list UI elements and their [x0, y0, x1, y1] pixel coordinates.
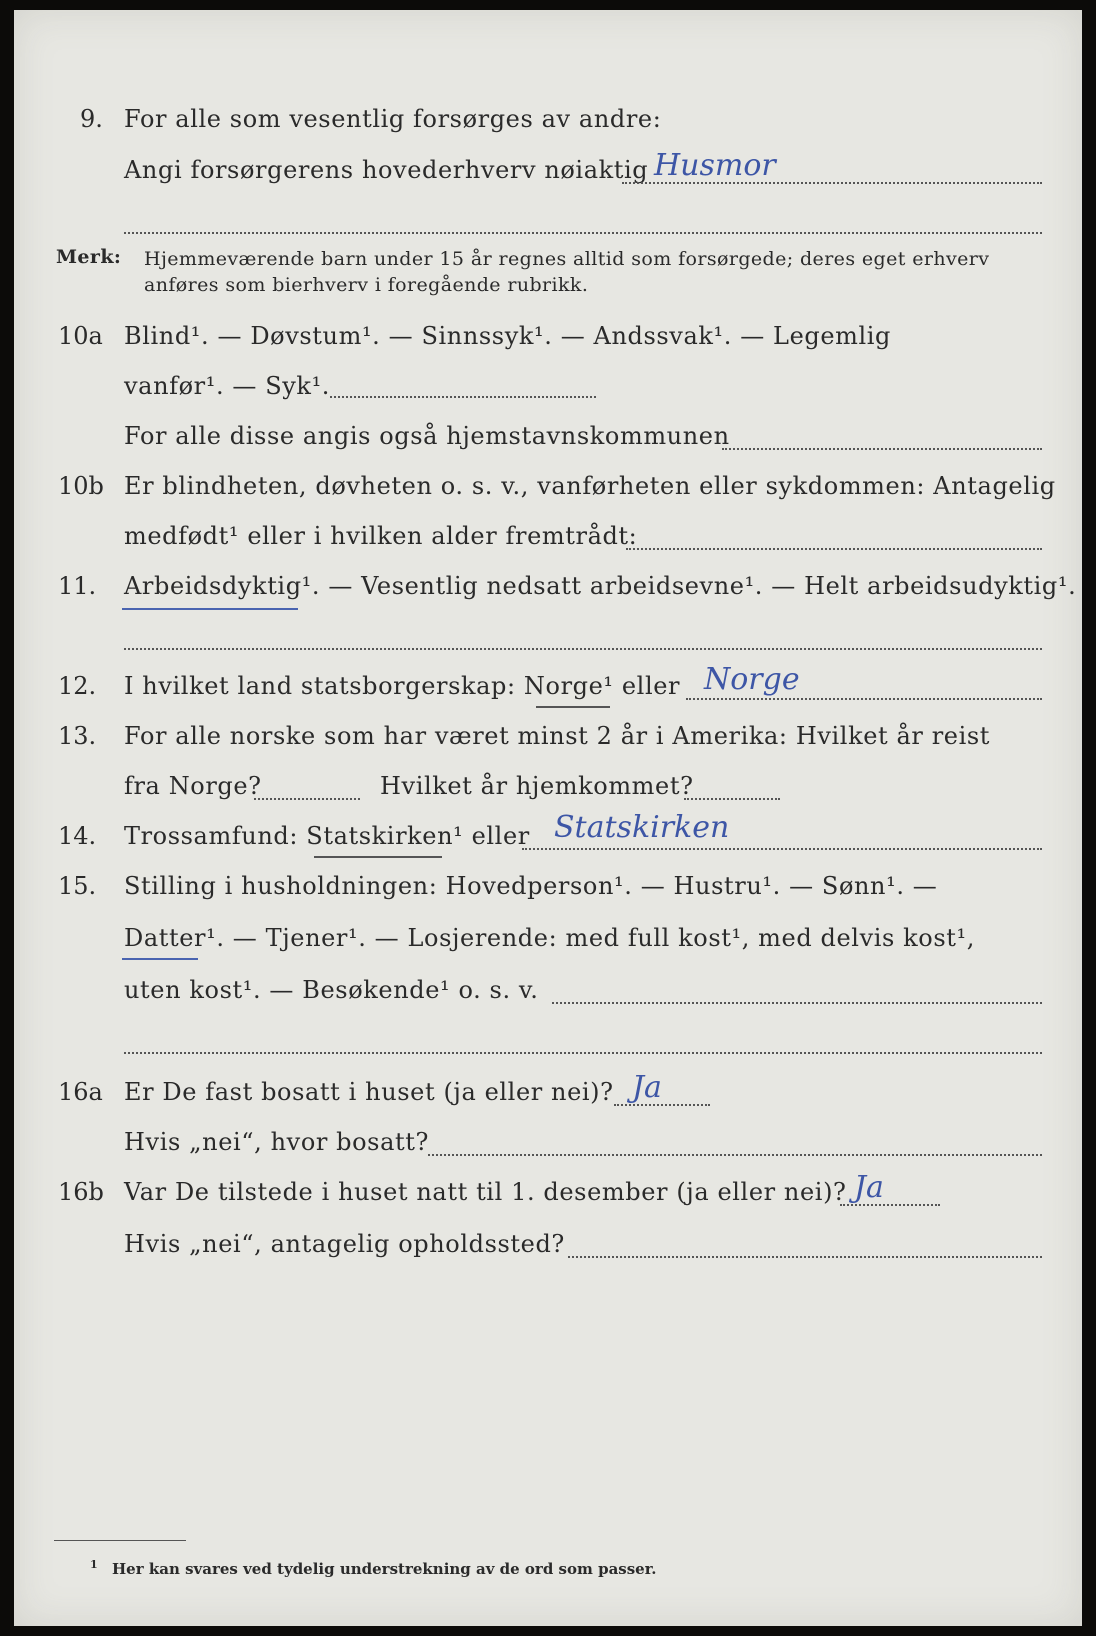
q16b-line1: Var De tilstede i huset natt til 1. desember (ja eller nei)?: [124, 1178, 847, 1206]
merk-line2: anføres som bierhverv i foregående rubrikk.: [144, 274, 589, 296]
q13-line2a: fra Norge?: [124, 772, 262, 800]
q10a-answer-line: [330, 396, 596, 398]
q16b-line2: Hvis „nei“, antagelig opholdssted?: [124, 1230, 565, 1258]
q16a-number: 16a: [58, 1078, 103, 1106]
q11-extra-line: [124, 648, 1042, 650]
q14-answer-line: [522, 848, 1042, 850]
q10b-line2: medfødt¹ eller i hvilken alder fremtrådt:: [124, 522, 638, 550]
q16a-line1: Er De fast bosatt i huset (ja eller nei)?: [124, 1078, 614, 1106]
q12-number: 12.: [58, 672, 97, 700]
q15-line3: uten kost¹. — Besøkende¹ o. s. v.: [124, 976, 539, 1004]
q9-number: 9.: [80, 105, 103, 133]
q15-extra-line: [124, 1052, 1042, 1054]
q9-line1: For alle som vesentlig forsørges av andre:: [124, 105, 662, 133]
footnote-text: Her kan svares ved tydelig understrekning av de ord som passer.: [112, 1560, 657, 1578]
q16a-location-line: [428, 1154, 1042, 1156]
q10b-answer-line: [626, 548, 1042, 550]
q10a-municipality-line: [722, 448, 1042, 450]
q11-number: 11.: [58, 572, 97, 600]
q12-answer-line: [686, 698, 1042, 700]
q14-underline-mark: [314, 856, 442, 858]
q15-number: 15.: [58, 872, 97, 900]
footnote-mark: 1: [90, 1558, 98, 1571]
q14-line1: Trossamfund: Statskirken¹ eller: [124, 822, 530, 850]
footnote-rule: [54, 1540, 186, 1541]
q15-line1: Stilling i husholdningen: Hovedperson¹. — Hustru¹. — Sønn¹. —: [124, 872, 938, 900]
q13-return-line: [684, 798, 780, 800]
q9-answer-handwriting: Husmor: [654, 148, 776, 183]
q9-line2: Angi forsørgerens hovederhverv nøiaktig: [124, 156, 649, 184]
q15-line2: Datter¹. — Tjener¹. — Losjerende: med full kost¹, med delvis kost¹,: [124, 924, 975, 952]
q10a-number: 10a: [58, 322, 103, 350]
q16b-number: 16b: [58, 1178, 104, 1206]
q14-answer-handwriting: Statskirken: [554, 810, 730, 845]
q10a-line2: vanfør¹. — Syk¹.: [124, 372, 331, 400]
q10a-line1: Blind¹. — Døvstum¹. — Sinnssyk¹. — Andssvak¹. — Legemlig: [124, 322, 892, 350]
q16a-answer-line: [614, 1104, 710, 1106]
q13-departure-line: [254, 798, 360, 800]
merk-line1: Hjemmeværende barn under 15 år regnes alltid som forsørgede; deres eget erhverv: [144, 248, 990, 270]
q16a-line2: Hvis „nei“, hvor bosatt?: [124, 1128, 429, 1156]
q10b-line1: Er blindheten, døvheten o. s. v., vanførheten eller sykdommen: Antagelig: [124, 472, 1056, 500]
q15-answer-line: [552, 1002, 1042, 1004]
q16b-location-line: [568, 1256, 1042, 1258]
q10b-number: 10b: [58, 472, 104, 500]
q13-line1: For alle norske som har været minst 2 år i Amerika: Hvilket år reist: [124, 722, 991, 750]
q13-line2b: Hvilket år hjemkommet?: [380, 772, 694, 800]
q10a-line3: For alle disse angis også hjemstavnskommunen: [124, 422, 730, 450]
q16b-answer-handwriting: Ja: [854, 1170, 884, 1205]
q13-number: 13.: [58, 722, 97, 750]
census-form-page: [14, 10, 1082, 1626]
q12-underline-mark: [536, 706, 610, 708]
merk-label: Merk:: [56, 246, 122, 268]
q15-underline-mark: [122, 958, 198, 960]
q11-line1: Arbeidsdyktig¹. — Vesentlig nedsatt arbeidsevne¹. — Helt arbeidsudyktig¹.: [124, 572, 1077, 600]
q12-line1: I hvilket land statsborgerskap: Norge¹ eller: [124, 672, 681, 700]
q11-underline-mark: [122, 608, 298, 610]
q9-extra-line: [124, 232, 1042, 234]
q12-answer-handwriting: Norge: [704, 662, 800, 697]
q16a-answer-handwriting: Ja: [632, 1070, 662, 1105]
q14-number: 14.: [58, 822, 97, 850]
